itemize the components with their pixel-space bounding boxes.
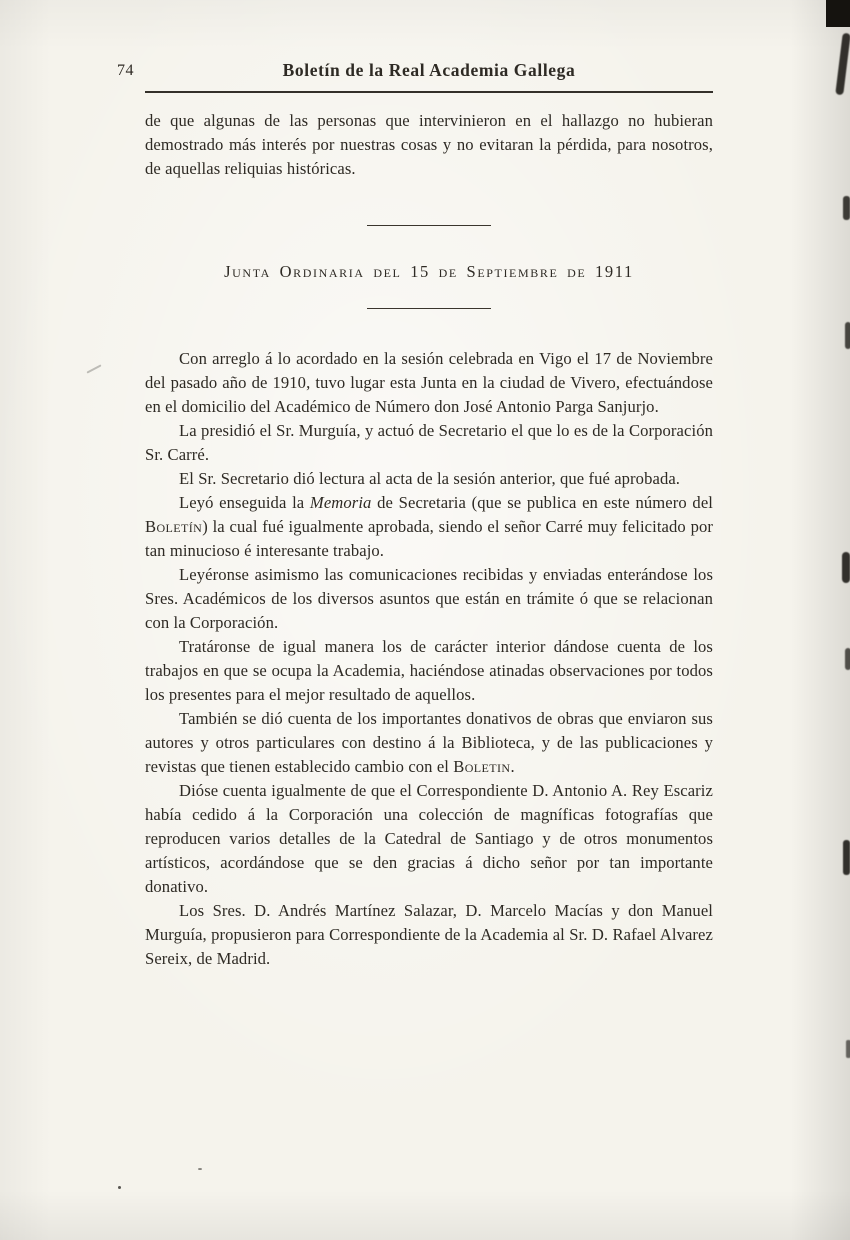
scan-artifact-speck [118, 1186, 121, 1189]
text-run: de que algunas de las personas que intervinieron en el hallazgo no hubieran demostrado más interés por nuestras cosas y no evitaran la pérdida, para nosotros, de aquellas reliquias históricas. [145, 111, 713, 178]
running-header [117, 60, 713, 86]
journal-title: Boletín de la Real Academia Gallega [282, 60, 576, 80]
text-run: Leyó enseguida la [179, 493, 310, 512]
scan-artifact-edge-mark [846, 1040, 850, 1058]
divider-below-heading [367, 308, 491, 309]
header-rule [145, 91, 713, 93]
scan-artifact-faint-mark [86, 364, 101, 373]
paragraph [145, 779, 713, 899]
text-run: La presidió el Sr. Murguía, y actuó de Secretario el que lo es de la Corporación Sr. Carré. [145, 421, 713, 464]
text-block [117, 60, 714, 971]
paragraph [145, 109, 713, 181]
text-run: Leyéronse asimismo las comunicaciones recibidas y enviadas enterándose los Sres. Académicos de los diversos asuntos que están en trámite ó que se relacionan con la Corporación. [145, 565, 713, 632]
text-run: . [510, 757, 515, 776]
scan-artifact-edge-mark [842, 552, 850, 583]
text-run: Los Sres. D. Andrés Martínez Salazar, D. Marcelo Macías y don Manuel Murguía, propusieron para Correspondiente de la Academia al Sr. D. Rafael Alvarez Sereix, de Madrid. [145, 901, 713, 968]
paragraph [145, 419, 713, 467]
scan-artifact-edge-streak [835, 33, 850, 96]
paragraph [145, 563, 713, 635]
paragraph [145, 635, 713, 707]
body-paragraphs [145, 347, 713, 971]
section-heading: Junta Ordinaria del 15 de Septiembre de 1911 [224, 262, 634, 281]
scan-artifact-edge-mark [843, 840, 850, 875]
text-run: También se dió cuenta de los importantes donativos de obras que enviaron sus autores y otros particulares con destino á la Biblioteca, y de las publicaciones y revistas que tienen establecido cambio con el [145, 709, 713, 776]
scan-artifact-corner-black [826, 0, 850, 27]
text-run: Tratáronse de igual manera los de carácter interior dándose cuenta de los trabajos en que se ocupa la Academia, haciéndose atinadas observaciones por todos los presentes para el mejor resultado de aquellos. [145, 637, 713, 704]
scan-artifact-edge-mark [845, 648, 850, 670]
scan-artifact-edge-mark [845, 322, 850, 349]
intro-paragraph-container [145, 109, 713, 181]
text-run: El Sr. Secretario dió lectura al acta de la sesión anterior, que fué aprobada. [179, 469, 681, 488]
paragraph [145, 347, 713, 419]
text-run: ) la cual fué igualmente aprobada, siendo el señor Carré muy felicitado por tan minucioso é interesante trabajo. [145, 517, 713, 560]
paragraph [145, 707, 713, 779]
paragraph [145, 467, 713, 491]
scan-artifact-edge-mark [843, 196, 850, 220]
scan-artifact-speck [198, 1168, 202, 1170]
page-number: 74 [117, 62, 134, 79]
smallcaps-run: Boletin [453, 757, 511, 776]
smallcaps-run: Boletín [145, 517, 203, 536]
paragraph [145, 899, 713, 971]
text-run: de Secretaria (que se publica en este número del [371, 493, 714, 512]
italic-run: Memoria [309, 493, 372, 512]
text-run: Dióse cuenta igualmente de que el Correspondiente D. Antonio A. Rey Escariz había cedido á la Corporación una colección de magníficas fotografías que reproducen varios detalles de la Catedral de Santiago y de otros monumentos artísticos, acordándose que se den gracias á dicho señor por tan importante donativo. [145, 781, 713, 896]
paragraph [145, 491, 713, 563]
divider-above-heading [367, 225, 491, 226]
text-run: Con arreglo á lo acordado en la sesión celebrada en Vigo el 17 de Noviembre del pasado año de 1910, tuvo lugar esta Junta en la ciudad de Vivero, efectuándose en el domicilio del Académico de Número don José Antonio Parga Sanjurjo. [145, 349, 713, 416]
